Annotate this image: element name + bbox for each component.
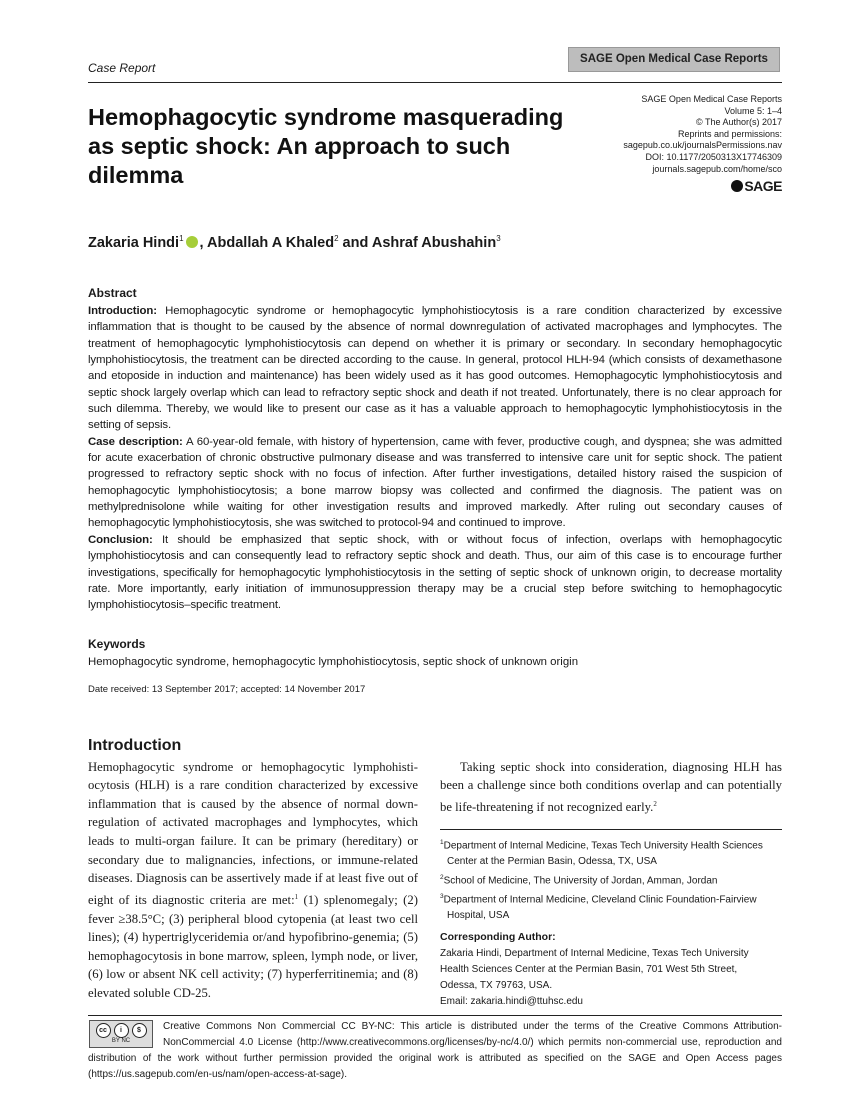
author[interactable]: Ashraf Abushahin — [371, 234, 497, 251]
cc-by-nc-badge[interactable] — [89, 1020, 153, 1048]
affiliation: $^2$School of Medicine, The University of Jordan, Amman, Jordan — [440, 873, 718, 887]
cc-icon: cc — [96, 1023, 111, 1038]
abstract-heading: Abstract — [88, 286, 137, 300]
cc-icons — [96, 1023, 147, 1038]
affiliation-ref: 2 — [334, 234, 339, 243]
sage-logo-icon — [731, 180, 743, 192]
sage-logo-text: SAGE — [744, 178, 782, 194]
journal-meta — [623, 94, 782, 175]
email-link[interactable]: Email: zakaria.hindi@ttuhsc.edu — [440, 995, 583, 1007]
cc-badge-label: BY NC — [111, 1038, 131, 1044]
footnote-divider — [440, 829, 782, 830]
main-content — [88, 285, 782, 1010]
abstract-case-description: Case description: A 60-year-old female, with history of hypertension, came with fever, productive cough, and dyspnea; she was admitted for acute exacerbation of chronic obstructive pulmonary disease and was transferred to intensive care unit for septic shock. The patient progressed to refractory septic shock with no focus of infection. After further investigations, detailed history raised the suspicion of hemophagocytic lymphohistiocytosis; a bone marrow biopsy was collected and confirmed the diagnosis. The patient was on methylprednisolone while waiting for other investigation results and improved markedly. After ruling out secondary causes of hemophagocytic lymphohistiocytosis, she was switched to protocol-94 and continued to improve. — [88, 435, 782, 530]
author-separator: , — [199, 234, 208, 251]
divider — [88, 1015, 782, 1016]
introduction-right-column: Taking septic shock into consideration, diagnosing HLH has been a challenge since both conditions overlap and can potentially be life-threatening if not recognized early.$^2$ $^1$Department of Internal Medicine, Texas Tech University Health Sciences Center at the Permian Basin, Odessa, TX, USA $^2$School of Medicine, The University of Jordan, Amman, Jordan $^3$Department of Internal Medicine, Cleveland Clinic Foundation-Fairview Hospital, USA Corresponding Author: Zakaria Hindi, Department of Internal Medicine, Texas Tech University Health Sciences Center at the Permian Basin, 701 West 5th Street, Odessa, TX 79763, USA. Email: zakaria.hindi@ttuhsc.edu — [440, 758, 782, 1010]
keywords: Hemophagocytic syndrome, hemophagocytic lymphohistiocytosis, septic shock of unknown origin — [88, 655, 579, 668]
author-separator: and — [338, 234, 372, 251]
affiliation-ref: 3 — [496, 234, 501, 243]
nc-icon: $ — [132, 1023, 147, 1038]
abstract-conclusion: Conclusion: It should be emphasized that septic shock, with or without focus of infection, overlaps with hemophagocytic lymphohistiocytosis and can consequently lead to refractory septic shock and death. Thus, our aim of this case is to encourage further investigations, specifically for hemophagocytic lymphohistiocytosis in the setting of septic shock of unknown origin, to decrease mortality rate. More importantly, early initiation of immunosuppression therapy may be a crucial step before switching to hemophagocytic lymphohistiocytosis–specific treatment. — [88, 533, 782, 612]
by-icon: i — [114, 1023, 129, 1038]
corresponding-line: Odessa, TX 79763, USA. — [440, 979, 553, 991]
divider — [88, 82, 782, 83]
corresponding-line: Zakaria Hindi, Department of Internal Medicine, Texas Tech University — [440, 947, 749, 959]
abstract-introduction: Introduction: Hemophagocytic syndrome or hemophagocytic lymphohistiocytosis is a rare condition characterized by excessive inflammation that is thought to be caused by the absence of normal downregulation of activated macrophages and lymphocytes. The treatment of hemophagocytic lymphohistiocytosis can depend on whether it is primary or secondary. In secondary hemophagocytic lymphohistiocytosis, the treatment can be directed according to the cause. In general, protocol HLH-94 (which consists of dexamethasone and etoposide in induction and maintenance) has been widely used as it has good outcomes. Hemophagocytic lymphohistiocytosis and septic shock largely overlap which can lead to refractory septic shock and death if not treated. Unfortunately, there is no clear approach for such dilemma. Thereby, we would like to present our case as it has a valuable approach to hemophagocytic lymphohistiocytosis in the setting of sepsis. — [88, 305, 782, 432]
author[interactable]: Zakaria Hindi — [88, 234, 180, 251]
keywords-heading: Keywords — [88, 636, 146, 651]
affiliations — [440, 835, 782, 925]
meta-journal-link[interactable]: journals.sagepub.com/home/sco — [652, 163, 782, 174]
orcid-icon[interactable] — [186, 236, 198, 248]
two-column-body — [88, 758, 782, 1010]
meta-volume: Volume 5: 1–4 — [724, 105, 782, 116]
article-title: Hemophagocytic syndrome masquerading as septic shock: An approach to such dilemma — [88, 104, 564, 188]
affiliation-ref: 1 — [179, 234, 184, 243]
journal-badge: SAGE Open Medical Case Reports — [568, 47, 780, 72]
meta-journal: SAGE Open Medical Case Reports — [641, 94, 782, 104]
affiliation: $^1$Department of Internal Medicine, Texas Tech University Health Sciences Center at the Permian Basin, Odessa, TX, USA — [440, 838, 763, 867]
corresponding-author — [440, 930, 782, 1010]
dates: Date received: 13 September 2017; accepted: 14 November 2017 — [88, 683, 366, 695]
meta-permissions-link[interactable]: sagepub.co.uk/journalsPermissions.nav — [623, 140, 782, 151]
license-text: Creative Commons Non Commercial CC BY-NC: This article is distributed under the terms of the Creative Commons Attribution-NonCommercial 4.0 License (http://www.creativecommons.org/licenses/by-nc/4.0/) which permits non-commercial use, reproduction and distribution of the work without further permission provided the original work is attributed as specified on the SAGE and Open Access pages (https://us.sagepub.com/en-us/nam/open-access-at-sage). — [88, 1021, 782, 1080]
license-block — [88, 1019, 782, 1083]
author[interactable]: Abdallah A Khaled — [207, 234, 335, 251]
author-list — [88, 234, 501, 251]
abstract — [88, 303, 782, 614]
article-type: Case Report — [88, 61, 156, 75]
affiliation: $^3$Department of Internal Medicine, Cleveland Clinic Foundation-Fairview Hospital, USA — [440, 892, 757, 922]
meta-reprints: Reprints and permissions: — [677, 128, 782, 139]
corresponding-line: Health Sciences Center at the Permian Basin, 701 West 5th Street, — [440, 963, 738, 975]
meta-doi[interactable]: DOI: 10.1177/2050313X17746309 — [645, 151, 782, 162]
corresponding-heading: Corresponding Author: — [440, 931, 556, 944]
introduction-heading: Introduction — [88, 736, 182, 754]
sage-logo — [731, 178, 782, 194]
meta-copyright: © The Author(s) 2017 — [695, 117, 782, 128]
introduction-left-column: Hemophagocytic syndrome or hemophagocytic lymphohisti-ocytosis (HLH) is a rare condition characterized by excessive inflammation that is caused by the absence of normal down-regulation of activated macrophages and lymphocytes, which leads to multi-organ failure. It can be primary (hereditary) or secondary due to malignancies, infections, or immune-related diseases. Diagnosis can be assertively made if at least five out of eight of its diagnostic criteria are met:$^1$ (1) splenomegaly; (2) fever ≥38.5°C; (3) peripheral blood cytopenia (at least two cell lines); (4) hypertriglyceridemia or/and hypofibrino-genemia; (5) hemophagocytosis in bone marrow, spleen, lymph node, or liver, (6) low or absent NK cell activity; (7) hyperferritinemia; and (8) elevated soluble CD-25. — [88, 759, 418, 1000]
